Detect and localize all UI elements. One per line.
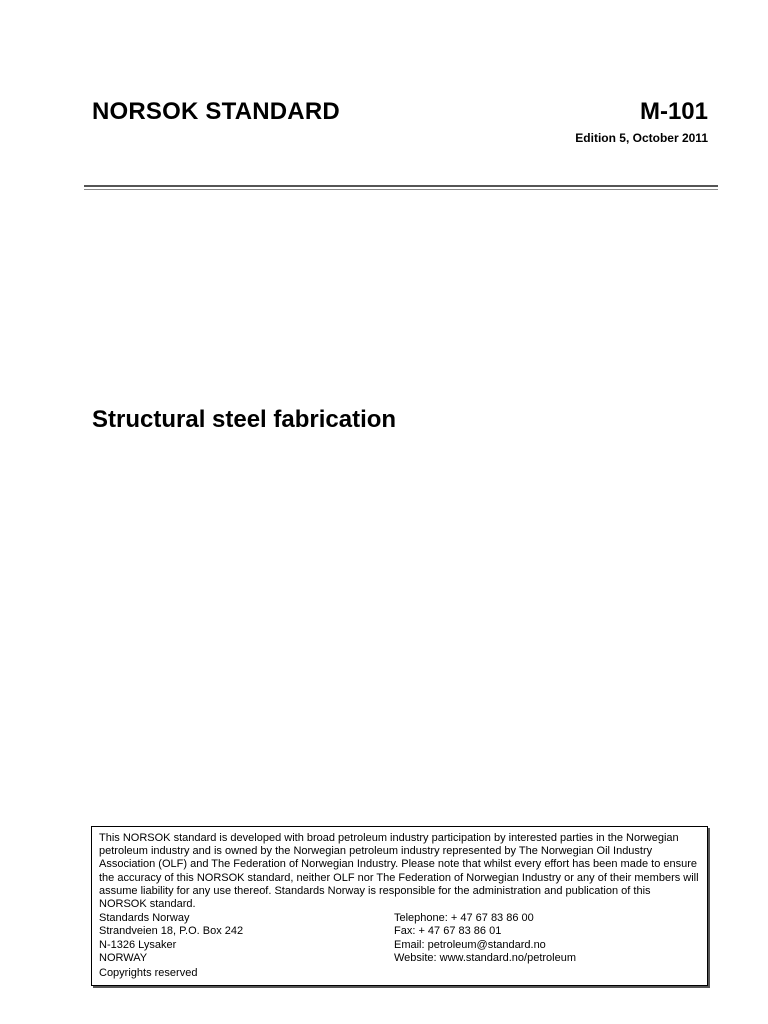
address-line: Strandveien 18, P.O. Box 242 <box>99 925 244 938</box>
notice-box <box>91 826 708 986</box>
notice-text: This NORSOK standard is developed with broad petroleum industry participation by interested parties in the Norwegian petroleum industry and is owned by the Norwegian petroleum industry represented by The Norwegian Oil Industry Association (OLF) and The Federation of Norwegian Industry. Please note that whilst every effort has been made to ensure the accuracy of this NORSOK standard, neither OLF nor The Federation of Norwegian Industry or any of their members will assume liability for any use thereof. Standards Norway is responsible for the administration and publication of this NORSOK standard. <box>99 832 699 911</box>
telephone: Telephone: + 47 67 83 86 00 <box>394 912 534 925</box>
fax: Fax: + 47 67 83 86 01 <box>394 925 502 938</box>
header-rule-thin <box>84 189 718 190</box>
standard-label: NORSOK STANDARD <box>92 98 340 125</box>
header-rule <box>84 185 718 187</box>
document-title: Structural steel fabrication <box>92 406 397 433</box>
edition-date: Edition 5, October 2011 <box>575 131 708 145</box>
address-line: N-1326 Lysaker <box>99 938 177 951</box>
copyright-notice: Copyrights reserved <box>99 966 198 979</box>
document-number: M-101 <box>639 98 708 125</box>
contact-column <box>394 912 689 965</box>
address-line: Standards Norway <box>99 912 190 925</box>
address-line: NORWAY <box>99 951 148 964</box>
email: Email: petroleum@standard.no <box>394 938 546 951</box>
website: Website: www.standard.no/petroleum <box>394 951 576 964</box>
contact-block <box>99 912 701 965</box>
address-column <box>99 912 394 965</box>
